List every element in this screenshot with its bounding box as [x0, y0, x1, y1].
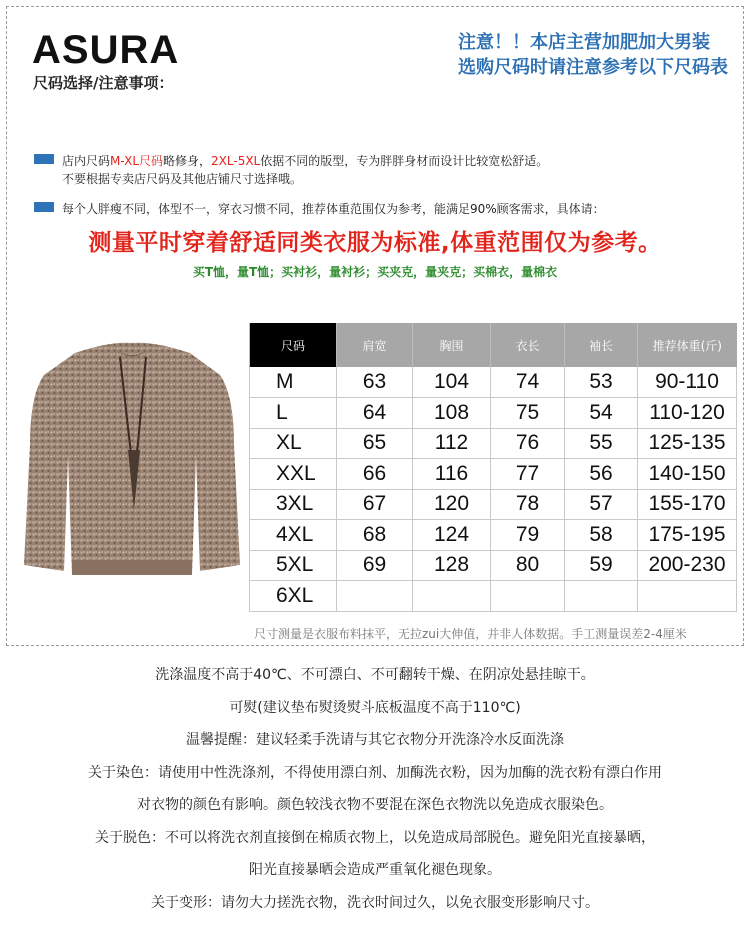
sleeve-cell: 55 [565, 428, 638, 459]
info-sizing [34, 152, 548, 188]
size-cell: XL [250, 428, 337, 459]
chest-cell: 116 [413, 459, 491, 490]
size-cell: 5XL [250, 550, 337, 581]
table-row [250, 550, 737, 581]
bullet-bar [34, 154, 54, 164]
notice-line-1: 注意！！本店主营加肥加大男装 [458, 32, 710, 53]
size-table [249, 323, 737, 612]
length-cell: 79 [491, 520, 565, 551]
header-chest: 胸围 [413, 323, 491, 367]
table-row [250, 520, 737, 551]
brand-logo: ASURA [32, 28, 180, 72]
sleeve-cell: 58 [565, 520, 638, 551]
weight-cell [638, 581, 737, 612]
header-sleeve: 袖长 [565, 323, 638, 367]
measure-tips: 买T恤，量T恤；买衬衫，量衬衫；买夹克，量夹克；买棉衣，量棉衣 [192, 265, 558, 279]
table-row [250, 367, 737, 398]
chest-cell: 104 [413, 367, 491, 398]
info-fit-text: 每个人胖瘦不同，体型不一，穿衣习惯不同，推荐体重范围仅为参考，能满足90%顾客需求，具体请： [62, 202, 605, 216]
header-shoulder: 肩宽 [337, 323, 413, 367]
notice-line-2: 选购尺码时请注意参考以下尺码表 [458, 57, 728, 78]
shoulder-cell: 66 [337, 459, 413, 490]
info-sizing-line-2: 不要根据专卖店尺码及其他店铺尺寸选择哦。 [62, 172, 303, 186]
header-length: 衣长 [491, 323, 565, 367]
sweater-image [20, 335, 245, 585]
care-line: 关于变形：请勿大力搓洗衣物，洗衣时间过久，以免衣服变形影响尺寸。 [151, 894, 599, 911]
care-line: 对衣物的颜色有影响。颜色较浅衣物不要混在深色衣物洗以免造成衣服染色。 [137, 797, 613, 813]
length-cell: 75 [491, 398, 565, 429]
bullet-bar [34, 202, 54, 212]
chest-cell: 112 [413, 428, 491, 459]
table-row [250, 459, 737, 490]
size-table-header [250, 323, 737, 367]
header-size: 尺码 [250, 323, 337, 367]
shoulder-cell [337, 581, 413, 612]
header-weight: 推荐体重(斤) [638, 323, 737, 367]
size-cell: XXL [250, 459, 337, 490]
care-line: 温馨提醒：建议轻柔手洗请与其它衣物分开洗涤冷水反面洗涤 [186, 732, 564, 748]
care-line: 关于染色：请使用中性洗涤剂，不得使用漂白剂、加酶洗衣粉，因为加酶的洗衣粉有漂白作用 [88, 764, 662, 781]
weight-cell: 200-230 [638, 550, 737, 581]
shoulder-cell: 68 [337, 520, 413, 551]
sleeve-cell: 59 [565, 550, 638, 581]
table-row [250, 489, 737, 520]
chest-cell: 128 [413, 550, 491, 581]
size-cell: M [250, 367, 337, 398]
length-cell: 76 [491, 428, 565, 459]
sleeve-cell: 56 [565, 459, 638, 490]
page-subtitle: 尺码选择/注意事项： [33, 74, 174, 92]
sleeve-cell: 53 [565, 367, 638, 398]
chest-cell: 120 [413, 489, 491, 520]
info-sizing-line-1: 店内尺码M-XL尺码略修身，2XL-5XL依据不同的版型，专为胖胖身材而设计比较宽松舒适。 [62, 154, 549, 168]
table-row [250, 581, 737, 612]
weight-cell: 110-120 [638, 398, 737, 429]
chest-cell [413, 581, 491, 612]
shoulder-cell: 67 [337, 489, 413, 520]
size-cell: 3XL [250, 489, 337, 520]
weight-cell: 175-195 [638, 520, 737, 551]
headline: 测量平时穿着舒适同类衣服为标准,体重范围仅为参考。 [88, 230, 662, 256]
shoulder-cell: 64 [337, 398, 413, 429]
size-cell: L [250, 398, 337, 429]
measurement-footnote: 尺寸测量是衣服布料抹平，无拉zui大伸值，并非人体数据。手工测量误差2-4厘米 [254, 627, 687, 641]
shoulder-cell: 69 [337, 550, 413, 581]
chest-cell: 124 [413, 520, 491, 551]
length-cell: 78 [491, 489, 565, 520]
weight-cell: 155-170 [638, 489, 737, 520]
length-cell [491, 581, 565, 612]
table-row [250, 428, 737, 459]
sleeve-cell: 57 [565, 489, 638, 520]
info-fit [34, 200, 605, 218]
table-row [250, 398, 737, 429]
notice-block [458, 30, 728, 80]
weight-cell: 90-110 [638, 367, 737, 398]
length-cell: 77 [491, 459, 565, 490]
shoulder-cell: 63 [337, 367, 413, 398]
size-cell: 6XL [250, 581, 337, 612]
length-cell: 74 [491, 367, 565, 398]
weight-cell: 140-150 [638, 459, 737, 490]
weight-cell: 125-135 [638, 428, 737, 459]
care-line: 阳光直接暴晒会造成严重氧化褪色现象。 [249, 862, 501, 878]
care-line: 洗涤温度不高于40℃、不可漂白、不可翻转干燥、在阴凉处悬挂晾干。 [155, 667, 595, 683]
care-instructions [0, 662, 750, 922]
size-cell: 4XL [250, 520, 337, 551]
care-line: 可熨(建议垫布熨烫熨斗底板温度不高于110℃) [229, 699, 521, 716]
sleeve-cell [565, 581, 638, 612]
care-line: 关于脱色：不可以将洗衣剂直接倒在棉质衣物上，以免造成局部脱色。避免阳光直接暴晒， [95, 829, 655, 846]
shoulder-cell: 65 [337, 428, 413, 459]
chest-cell: 108 [413, 398, 491, 429]
sleeve-cell: 54 [565, 398, 638, 429]
length-cell: 80 [491, 550, 565, 581]
